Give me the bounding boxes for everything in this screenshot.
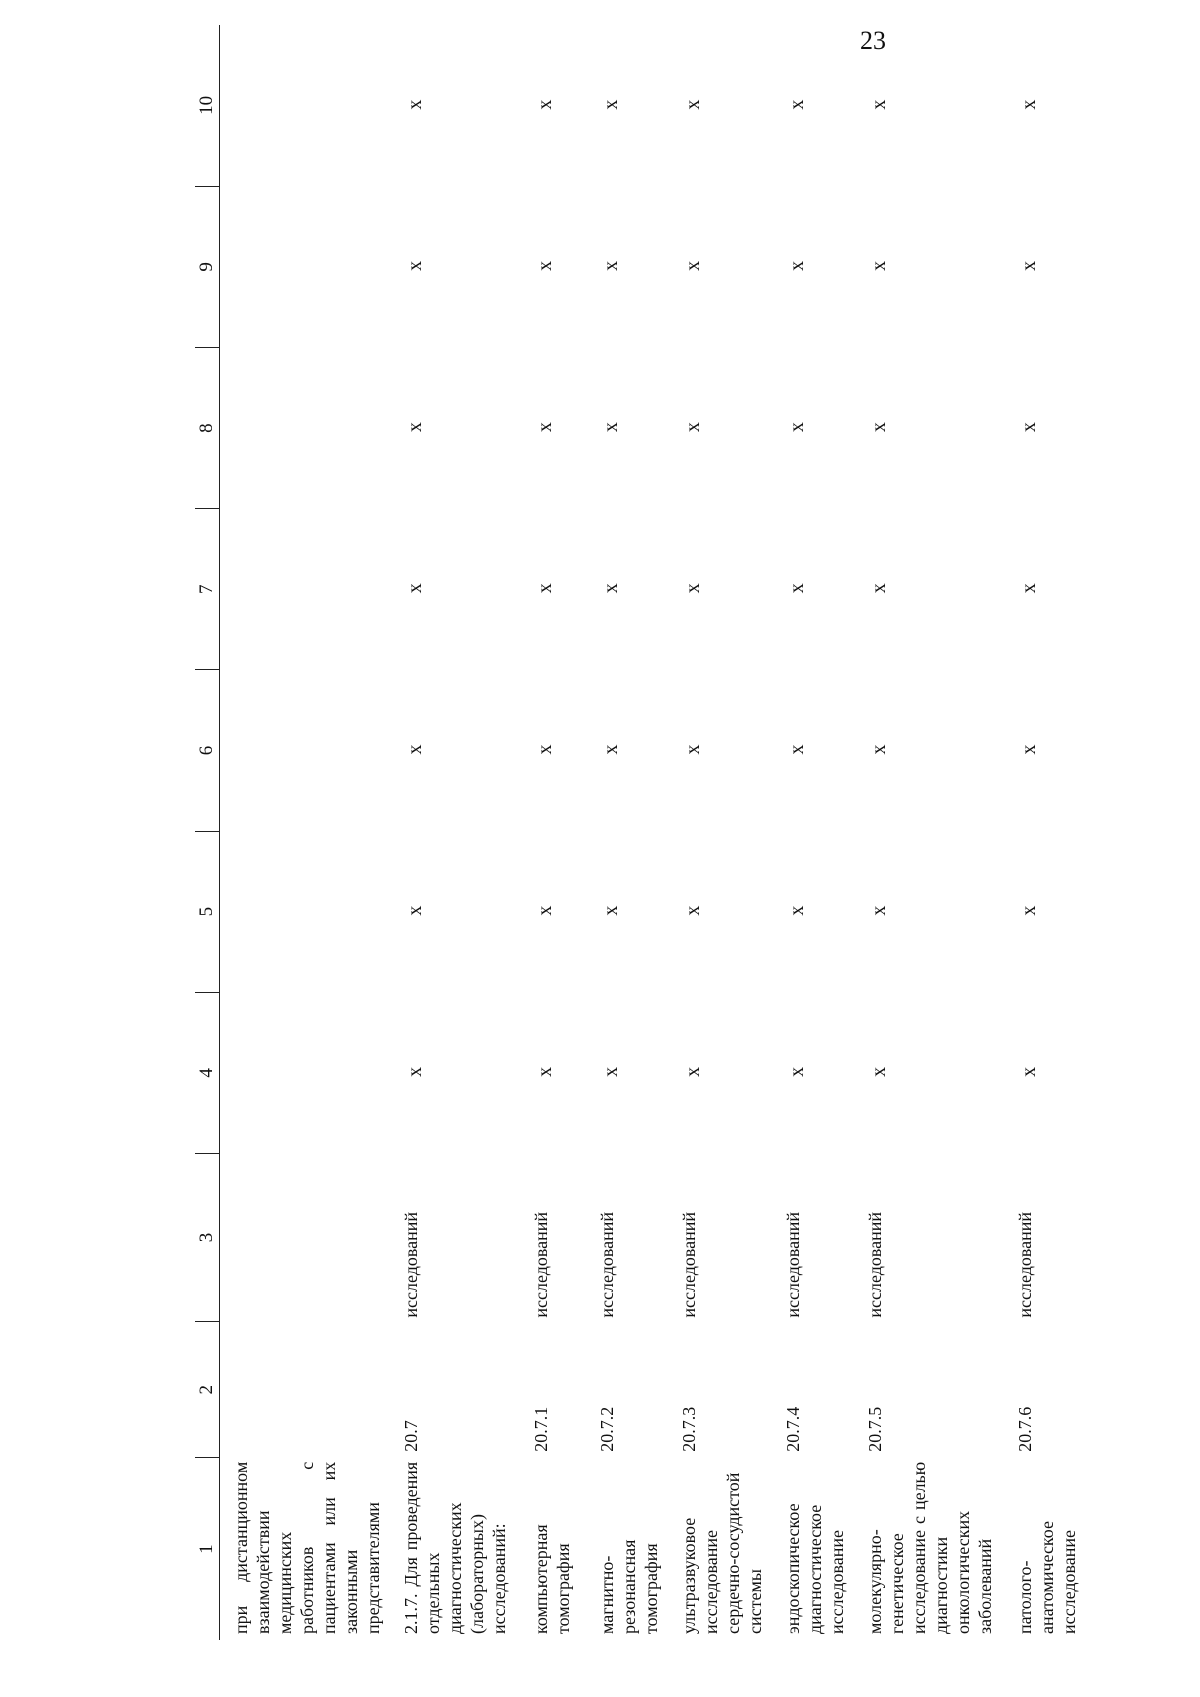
table-row [1004, 25, 1086, 1640]
col-header: 3 [195, 1153, 220, 1321]
cell-mark: x [868, 99, 890, 110]
cell-mark: x [1018, 99, 1040, 110]
table-row [220, 25, 391, 1640]
row-name: ультразвуковое исследование сердечно-сосудистой системы [679, 1472, 765, 1634]
row-code: 20.7.4 [783, 1406, 803, 1452]
header-row [195, 25, 220, 1640]
cell-mark: x [786, 260, 808, 271]
row-name: патолого-анатомическое исследование [1015, 1521, 1079, 1634]
col-header: 4 [195, 992, 220, 1153]
cell-mark [220, 670, 391, 831]
cell-mark: x [404, 583, 426, 594]
cell-mark: x [682, 1066, 704, 1077]
row-unit [220, 1153, 391, 1321]
rotated-table-container [195, 25, 1079, 1640]
cell-mark: x [404, 260, 426, 271]
cell-mark: x [1018, 583, 1040, 594]
cell-mark [220, 186, 391, 347]
row-name: при дистанционном взаимодействии медицинских работников с пациентами или их законными представителями [231, 1461, 383, 1634]
cell-mark: x [600, 422, 622, 433]
cell-mark: x [600, 583, 622, 594]
col-header: 8 [195, 347, 220, 508]
cell-mark: x [600, 1066, 622, 1077]
row-code: 20.7 [401, 1420, 421, 1452]
row-unit: исследований [865, 1211, 885, 1318]
cell-mark [220, 347, 391, 508]
row-unit: исследований [597, 1211, 617, 1318]
col-header: 6 [195, 670, 220, 831]
table-row [854, 25, 1004, 1640]
cell-mark: x [682, 744, 704, 755]
row-code [220, 1322, 391, 1458]
cell-mark: x [786, 99, 808, 110]
row-name: эндоскопическое диагностическое исследование [783, 1503, 847, 1634]
col-header: 1 [195, 1458, 220, 1640]
table-row [772, 25, 854, 1640]
cell-mark: x [868, 260, 890, 271]
cell-mark: x [534, 583, 556, 594]
row-unit: исследований [679, 1211, 699, 1318]
row-name: магнитно-резонансная томография [597, 1539, 661, 1634]
cell-mark: x [600, 260, 622, 271]
row-code: 20.7.1 [531, 1406, 551, 1452]
cell-mark: x [534, 99, 556, 110]
row-code: 20.7.3 [679, 1406, 699, 1452]
cell-mark: x [1018, 260, 1040, 271]
cell-mark: x [682, 905, 704, 916]
table-row [390, 25, 520, 1640]
cell-mark: x [534, 1066, 556, 1077]
cell-mark: x [1018, 744, 1040, 755]
cell-mark: x [868, 583, 890, 594]
cell-mark: x [786, 744, 808, 755]
cell-mark: x [1018, 1066, 1040, 1077]
cell-mark: x [786, 583, 808, 594]
cell-mark: x [534, 422, 556, 433]
page-number: 23 [860, 26, 886, 55]
col-header: 7 [195, 509, 220, 670]
row-name: компьютерная томография [531, 1524, 573, 1634]
row-code: 20.7.2 [597, 1406, 617, 1452]
cell-mark: x [682, 583, 704, 594]
cell-mark: x [534, 260, 556, 271]
table-row [668, 25, 772, 1640]
cell-mark: x [600, 905, 622, 916]
row-name: 2.1.7. Для проведения отдельных диагностических (лабораторных) исследований: [401, 1461, 509, 1634]
cell-mark: x [404, 422, 426, 433]
table-row [520, 25, 586, 1640]
cell-mark: x [600, 99, 622, 110]
cell-mark: x [1018, 422, 1040, 433]
cell-mark: x [1018, 905, 1040, 916]
cell-mark: x [600, 744, 622, 755]
cell-mark: x [868, 422, 890, 433]
row-unit: исследований [531, 1211, 551, 1318]
cell-mark: x [868, 905, 890, 916]
row-unit: исследований [401, 1211, 421, 1318]
cell-mark: x [404, 905, 426, 916]
col-header: 9 [195, 186, 220, 347]
row-unit: исследований [1015, 1211, 1035, 1318]
cell-mark [220, 992, 391, 1153]
col-header: 5 [195, 831, 220, 992]
cell-mark: x [404, 99, 426, 110]
cell-mark: x [786, 905, 808, 916]
cell-mark: x [682, 99, 704, 110]
cell-mark [220, 25, 391, 186]
cell-mark: x [404, 1066, 426, 1077]
cell-mark: x [868, 744, 890, 755]
cell-mark: x [404, 744, 426, 755]
cell-mark: x [534, 744, 556, 755]
cell-mark: x [786, 422, 808, 433]
cell-mark [220, 831, 391, 992]
data-table [195, 25, 1086, 1640]
table-row [586, 25, 668, 1640]
cell-mark: x [786, 1066, 808, 1077]
row-code: 20.7.6 [1015, 1406, 1035, 1452]
cell-mark: x [682, 422, 704, 433]
cell-mark: x [868, 1066, 890, 1077]
row-unit: исследований [783, 1211, 803, 1318]
col-header: 10 [195, 25, 220, 186]
cell-mark [220, 509, 391, 670]
row-code: 20.7.5 [865, 1406, 885, 1452]
col-header: 2 [195, 1322, 220, 1458]
cell-mark: x [534, 905, 556, 916]
row-name: молекулярно-генетическое исследование с целью диагностики онкологических заболеваний [865, 1461, 995, 1634]
cell-mark: x [682, 260, 704, 271]
